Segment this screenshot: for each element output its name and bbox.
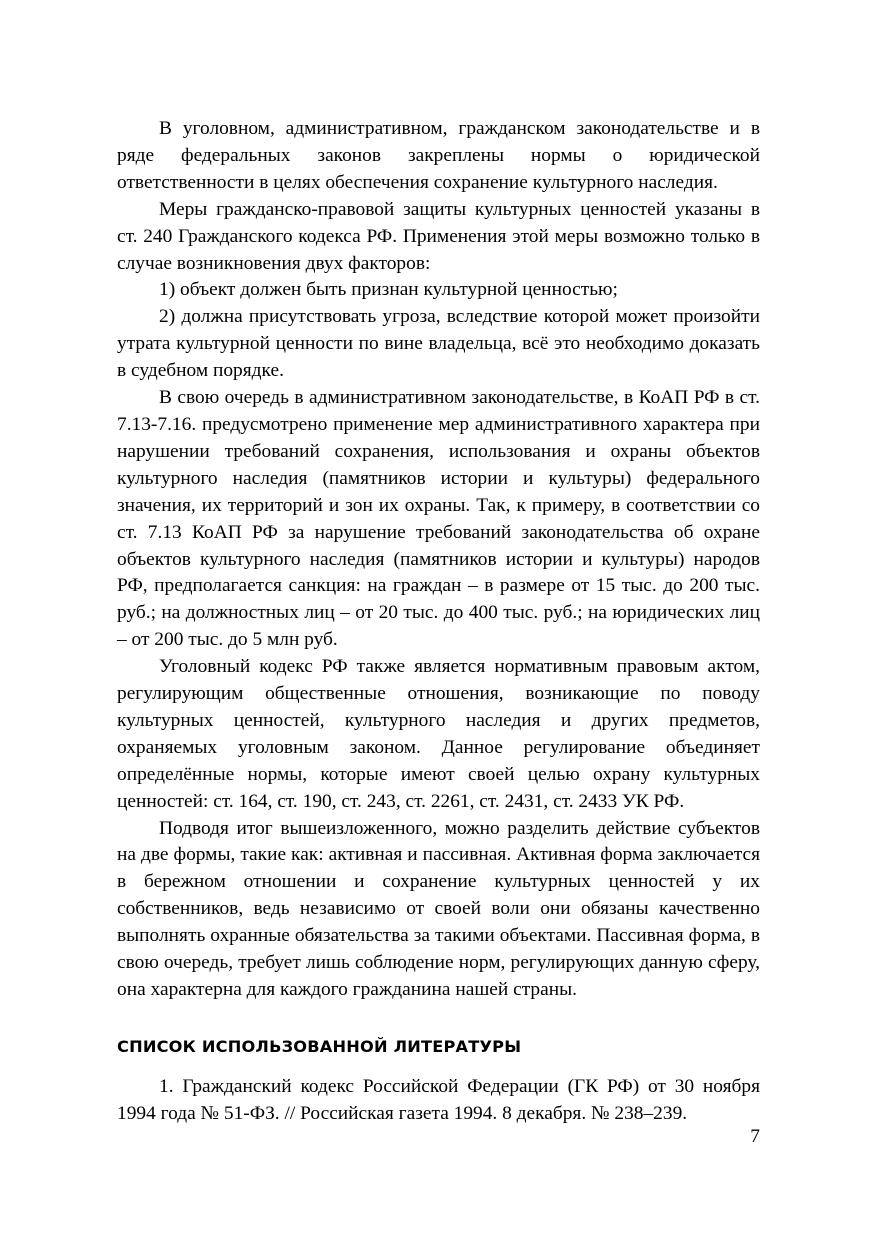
body-paragraph: Меры гражданско-правовой защиты культурных ценностей указаны в ст. 240 Гражданского кодекса РФ. Применения этой меры возможно только в случае возникновения двух факторов: xyxy=(117,198,760,274)
page-number: 7 xyxy=(750,1126,760,1147)
body-paragraph: В свою очередь в административном законодательстве, в КоАП РФ в ст. 7.13-7.16. предусмотрено применение мер административного характера при нарушении требований сохранения, использования и охраны объектов культурного наследия (памятников истории и культуры) федерального значения, их территорий и зон их охраны. Так, к примеру, в соответствии со ст. 7.13 КоАП РФ за нарушение требований законодательства об охране объектов культурного наследия (памятников истории и культуры) народов РФ, предполагается санкция: на граждан – в размере от 15 тыс. до 200 тыс. руб.; на должностных лиц – от 20 тыс. до 400 тыс. руб.; на юридических лиц – от 200 тыс. до 5 млн руб. xyxy=(117,387,760,651)
body-paragraph: Уголовный кодекс РФ также является нормативным правовым актом, регулирующим общественные отношения, возникающие по поводу культурных ценностей, культурного наследия и других предметов, охраняемых уголовным законом. Данное регулирование объединяет определённые нормы, которые имеют своей целью охрану культурных ценностей: ст. 164, ст. 190, ст. 243, ст. 2261, ст. 2431, ст. 2433 УК РФ. xyxy=(117,656,760,812)
reference-item: 1. Гражданский кодекс Российской Федерации (ГК РФ) от 30 ноября 1994 года № 51-ФЗ. // Российская газета 1994. 8 декабря. № 238–239. xyxy=(117,1075,760,1124)
body-paragraph: Подводя итог вышеизложенного, можно разделить действие субъектов на две формы, такие как: активная и пассивная. Активная форма заключается в бережном отношении и сохранение культурных ценностей у их собственников, ведь независимо от своей воли они обязаны качественно выполнять охранные обязательства за такими объектами. Пассивная форма, в свою очередь, требует лишь соблюдение норм, регулирующих данную сферу, она характерна для каждого гражданина нашей страны. xyxy=(117,817,760,1000)
body-paragraph: В уголовном, административном, гражданском законодательстве и в ряде федеральных законов закреплены нормы о юридической ответственности в целях обеспечения сохранение культурного наследия. xyxy=(117,118,760,193)
body-paragraph: 2) должна присутствовать угроза, вследствие которой может произойти утрата культурной ценности по вине владельца, всё это необходимо доказать в судебном порядке. xyxy=(117,306,760,382)
body-paragraph: 1) объект должен быть признан культурной ценностью; xyxy=(159,279,618,301)
references-heading: СПИСОК ИСПОЛЬЗОВАННОЙ ЛИТЕРАТУРЫ xyxy=(117,1036,522,1056)
document-page xyxy=(117,116,760,1128)
